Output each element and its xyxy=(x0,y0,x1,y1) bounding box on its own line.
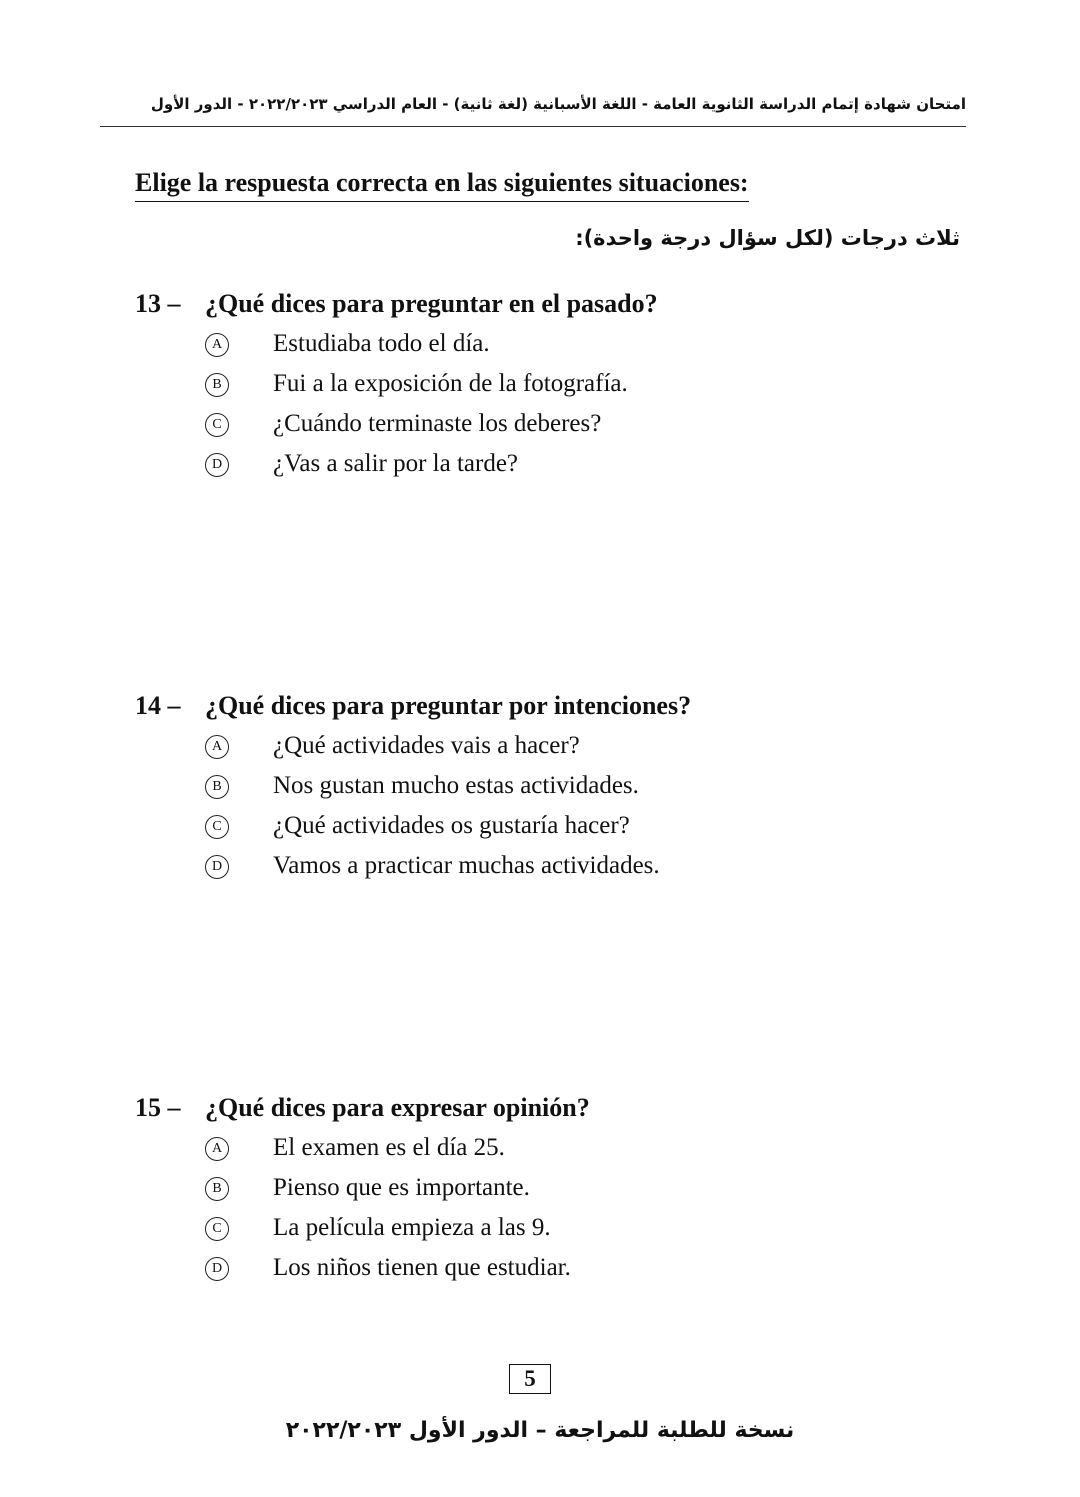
option-bubble-icon[interactable]: C xyxy=(205,815,229,839)
exam-header: امتحان شهادة إتمام الدراسة الثانوية العامة - اللغة الأسبانية (لغة ثانية) - العام الدراسي ٢٠٢٢/٢٠٢٣ - الدور الأول xyxy=(150,95,966,113)
answer-option[interactable] xyxy=(135,1248,590,1288)
option-text: ¿Qué actividades os gustaría hacer? xyxy=(273,812,630,839)
question-number: 13 – xyxy=(135,289,181,318)
question-13 xyxy=(135,284,658,484)
answer-option[interactable] xyxy=(135,806,691,846)
answer-option[interactable] xyxy=(135,1168,590,1208)
option-text: Los niños tienen que estudiar. xyxy=(273,1254,571,1281)
question-prompt: ¿Qué dices para expresar opinión? xyxy=(205,1093,590,1122)
option-text: Estudiaba todo el día. xyxy=(273,330,490,357)
answer-option[interactable] xyxy=(135,1128,590,1168)
answer-option[interactable] xyxy=(135,726,691,766)
question-14 xyxy=(135,686,691,886)
option-text: Vamos a practicar muchas actividades. xyxy=(273,852,660,879)
option-text: ¿Cuándo terminaste los deberes? xyxy=(273,410,602,437)
question-text xyxy=(135,284,658,324)
option-bubble-icon[interactable]: B xyxy=(205,1177,229,1201)
option-text: Pienso que es importante. xyxy=(273,1174,530,1201)
instruction-title: Elige la respuesta correcta en las siguientes situaciones: xyxy=(135,168,749,202)
footer-text: نسخة للطلبة للمراجعة – الدور الأول ٢٠٢٢/٢٠٢٣ xyxy=(285,1418,795,1443)
option-text: La película empieza a las 9. xyxy=(273,1214,551,1241)
option-text: ¿Vas a salir por la tarde? xyxy=(273,450,519,477)
option-text: Fui a la exposición de la fotografía. xyxy=(273,370,628,397)
question-text xyxy=(135,686,691,726)
option-bubble-icon[interactable]: C xyxy=(205,413,229,437)
option-bubble-icon[interactable]: B xyxy=(205,373,229,397)
option-text: El examen es el día 25. xyxy=(273,1134,505,1161)
question-number: 15 – xyxy=(135,1093,181,1122)
option-text: ¿Qué actividades vais a hacer? xyxy=(273,732,580,759)
option-bubble-icon[interactable]: A xyxy=(205,1137,229,1161)
answer-option[interactable] xyxy=(135,1208,590,1248)
page-number: 5 xyxy=(509,1364,551,1394)
question-prompt: ¿Qué dices para preguntar en el pasado? xyxy=(205,289,658,318)
answer-option[interactable] xyxy=(135,364,658,404)
option-bubble-icon[interactable]: D xyxy=(205,855,229,879)
answer-option[interactable] xyxy=(135,444,658,484)
answer-option[interactable] xyxy=(135,324,658,364)
option-bubble-icon[interactable]: A xyxy=(205,333,229,357)
header-divider xyxy=(100,126,966,127)
marks-note: ثلاث درجات (لكل سؤال درجة واحدة): xyxy=(575,226,960,250)
question-text xyxy=(135,1088,590,1128)
question-prompt: ¿Qué dices para preguntar por intenciones? xyxy=(205,691,692,720)
option-text: Nos gustan mucho estas actividades. xyxy=(273,772,639,799)
answer-option[interactable] xyxy=(135,846,691,886)
answer-option[interactable] xyxy=(135,766,691,806)
option-bubble-icon[interactable]: C xyxy=(205,1217,229,1241)
option-bubble-icon[interactable]: D xyxy=(205,453,229,477)
answer-option[interactable] xyxy=(135,404,658,444)
option-bubble-icon[interactable]: B xyxy=(205,775,229,799)
option-bubble-icon[interactable]: A xyxy=(205,735,229,759)
option-bubble-icon[interactable]: D xyxy=(205,1257,229,1281)
question-15 xyxy=(135,1088,590,1288)
question-number: 14 – xyxy=(135,691,181,720)
